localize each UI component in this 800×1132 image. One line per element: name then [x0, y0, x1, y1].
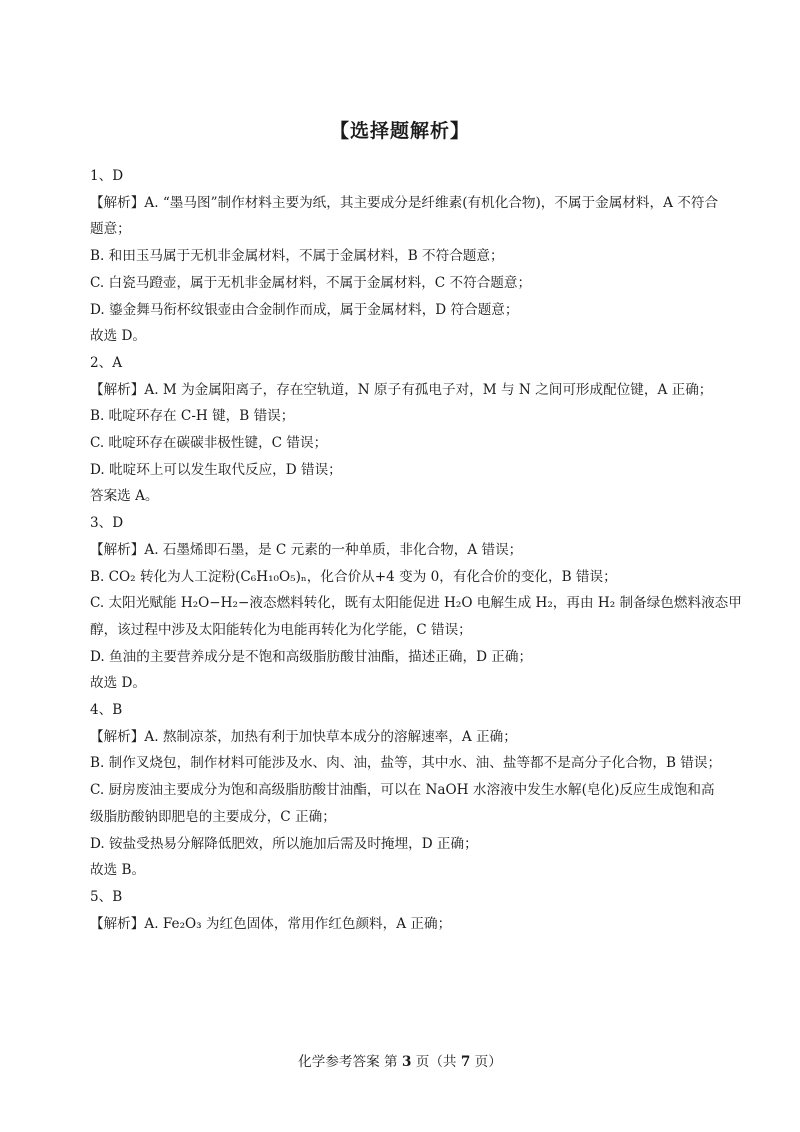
text-line: D. 鎏金舞马衔杯纹银壶由合金制作而成，属于金属材料，D 符合题意； — [90, 301, 519, 318]
total-pages: 7 — [460, 1054, 471, 1070]
page-number: 3 — [401, 1054, 412, 1070]
text-line: 5、B — [90, 888, 123, 905]
text-line: 题意； — [90, 221, 131, 238]
text-line: 1、D — [90, 168, 124, 184]
footer-prefix: 化学参考答案 第 — [298, 1054, 398, 1070]
document-body — [90, 163, 742, 937]
text-line: 3、D — [90, 515, 124, 532]
text-line: 醇，该过程中涉及太阳能转化为电能再转化为化学能，C 错误； — [90, 621, 472, 638]
text-line: 故选 B。 — [90, 862, 146, 879]
footer-suffix: 页） — [474, 1054, 502, 1070]
text-line: D. 鱼油的主要营养成分是不饱和高级脂肪酸甘油酯，描述正确，D 正确； — [90, 648, 533, 665]
text-line: 级脂肪酸钠即肥皂的主要成分，C 正确； — [90, 808, 336, 825]
text-line: 故选 D。 — [90, 328, 147, 345]
footer-middle: 页（共 — [415, 1054, 457, 1070]
text-line: 【解析】A. 熬制凉茶，加热有利于加快草本成分的溶解速率，A 正确； — [90, 728, 517, 745]
text-line: 【解析】A. M 为金属阳离子，存在空轨道，N 原子有孤电子对，M 与 N 之间可形成配位键，A 正确； — [90, 381, 713, 398]
text-line: 答案选 A。 — [90, 488, 159, 505]
text-line: C. 太阳光赋能 H₂O−H₂−液态燃料转化，既有太阳能促进 H₂O 电解生成 H₂，再由 H₂ 制备绿色燃料液态甲 — [90, 595, 742, 612]
page-footer — [0, 1050, 800, 1070]
text-line: B. 和田玉马属于无机非金属材料，不属于金属材料，B 不符合题意； — [90, 248, 504, 265]
text-line: 2、A — [90, 354, 123, 371]
text-line: 【解析】A. “墨马图”制作材料主要为纸，其主要成分是纤维素(有机化合物)，不属于金属材料，A 不符合 — [90, 194, 719, 211]
text-line: 4、B — [90, 702, 123, 719]
text-line: C. 白瓷马蹬壶，属于无机非金属材料，不属于金属材料，C 不符合题意； — [90, 274, 532, 291]
section-title: 【选择题解析】 — [329, 120, 470, 142]
text-line: B. 吡啶环存在 C-H 键，B 错误； — [90, 408, 295, 425]
text-line: D. 吡啶环上可以发生取代反应，D 错误； — [90, 461, 342, 478]
text-line: C. 厨房废油主要成分为饱和高级脂肪酸甘油酯，可以在 NaOH 水溶液中发生水解(皂化)反应生成饱和高 — [90, 782, 715, 799]
text-line: 【解析】A. Fe₂O₃ 为红色固体，常用作红色颜料，A 正确； — [90, 915, 452, 932]
text-line: B. 制作叉烧包，制作材料可能涉及水、肉、油，盐等，其中水、油、盐等都不是高分子化合物，B 错误； — [90, 755, 722, 772]
text-line: 【解析】A. 石墨烯即石墨，是 C 元素的一种单质，非化合物，A 错误； — [90, 541, 523, 558]
text-line: C. 吡啶环存在碳碳非极性键，C 错误； — [90, 435, 328, 452]
text-line: B. CO₂ 转化为人工淀粉(C₆H₁₀O₅)ₙ，化合价从+4 变为 0，有化合价的变化，B 错误； — [90, 568, 617, 585]
text-line: 故选 D。 — [90, 675, 147, 692]
text-line: D. 铵盐受热易分解降低肥效，所以施加后需及时掩埋，D 正确； — [90, 835, 478, 852]
